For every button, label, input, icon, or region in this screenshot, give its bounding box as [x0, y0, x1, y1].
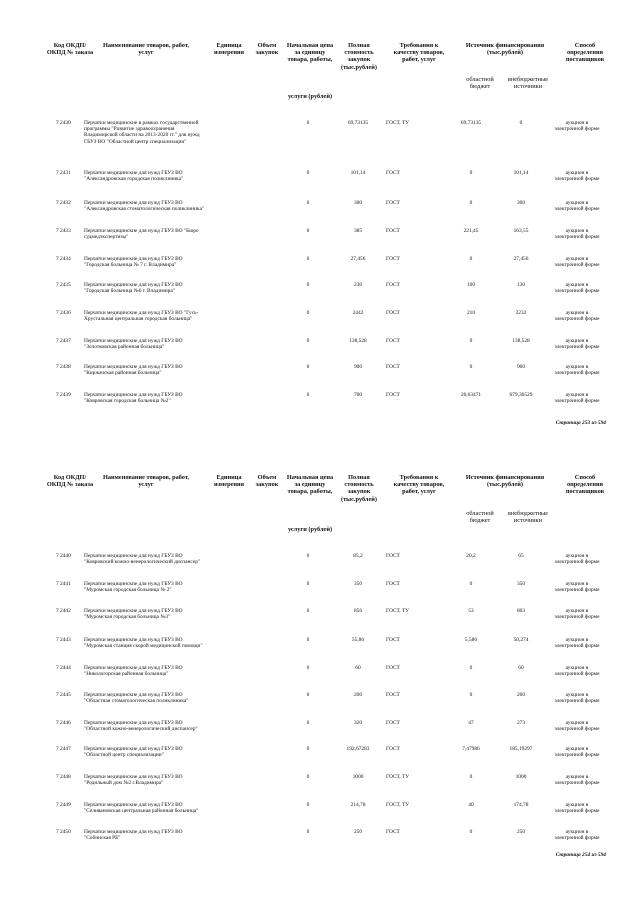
row-total: 55,86 [351, 637, 365, 643]
row-code: 7 2438 [56, 364, 71, 370]
row-total: 1000 [352, 774, 364, 780]
row-extrabudget: 250 [516, 829, 526, 835]
header-name: Наименование товаров, работ, услуг [102, 42, 190, 57]
row-requirements: ГОСТ [386, 581, 400, 587]
row-method: аукцион в электронной форме [554, 338, 600, 351]
row-start-price: 0 [306, 665, 310, 671]
header-start-price: Начальная цена за единицу товара, работы, [286, 42, 334, 64]
row-extrabudget: 163,55 [513, 228, 529, 234]
row-name: Перчатки медицинские для нужд ГБУЗ ВО "Золотковская районная больница" [84, 338, 183, 351]
row-extrabudget: 2232 [515, 310, 527, 316]
header-total: Полная стоимость закупок (тыс.рублей) [340, 42, 377, 71]
row-regional-budget: 0 [469, 581, 473, 587]
header-total: Полная стоимость закупок (тыс.рублей) [340, 474, 377, 503]
row-requirements: ГОСТ [386, 310, 400, 316]
row-regional-budget: 20,63471 [460, 392, 482, 398]
row-name: Перчатки медицинские для нужд ГБУЗ ВО "Городская больница № 7 г. Владимира" [84, 256, 183, 269]
row-extrabudget: 130 [516, 282, 526, 288]
row-extrabudget: 679,36529 [509, 392, 533, 398]
row-method: аукцион в электронной форме [554, 228, 600, 241]
row-regional-budget: 0 [469, 200, 473, 206]
row-extrabudget: 0 [519, 120, 523, 126]
row-requirements: ГОСТ [386, 637, 400, 643]
row-method: аукцион в электронной форме [554, 553, 600, 566]
row-regional-budget: 0 [469, 364, 473, 370]
row-name: Перчатки медицинские для нужд ГБУЗ ВО "Областная стоматологическая поликлиника" [84, 692, 189, 705]
row-start-price: 0 [306, 692, 310, 698]
row-requirements: ГОСТ [386, 692, 400, 698]
row-requirements: ГОСТ, ТУ [386, 774, 410, 780]
header-unit: Единица измерения [213, 42, 245, 57]
row-code: 7 2450 [56, 829, 71, 835]
row-start-price: 0 [306, 256, 310, 262]
row-regional-budget: 7,47986 [462, 746, 480, 752]
row-extrabudget: 101,14 [513, 170, 529, 176]
row-name: Перчатки медицинские для нужд ГБУЗ ВО "Гусь-Хрустальная центральная городская больница" [84, 310, 199, 323]
row-name: Перчатки медицинские для нужд ГБУЗ ВО "Муромская станция скорой медицинской помощи" [84, 637, 203, 650]
header-start-price: Начальная цена за единицу товара, работы, [286, 474, 334, 496]
header-method: Способ определения поставщиков [565, 42, 605, 64]
row-requirements: ГОСТ [386, 282, 400, 288]
page-footer: Страница 253 из 594 [555, 420, 606, 426]
row-code: 7 2439 [56, 392, 71, 398]
row-method: аукцион в электронной форме [554, 608, 600, 621]
header-start-price-unit: услуги (рублей) [287, 93, 333, 100]
row-method: аукцион в электронной форме [554, 746, 600, 759]
row-method: аукцион в электронной форме [554, 256, 600, 269]
row-start-price: 0 [306, 170, 310, 176]
header-extrabudget: внебюджетные источники [507, 510, 549, 525]
row-regional-budget: 100 [466, 282, 476, 288]
row-name: Перчатки медицинские для нужд ГБУЗ ВО "Селивановская центральная районная больница" [84, 802, 199, 815]
row-total: 2442 [352, 310, 364, 316]
row-regional-budget: 20,2 [466, 553, 476, 559]
row-extrabudget: 27,456 [513, 256, 529, 262]
row-code: 7 2448 [56, 774, 71, 780]
row-total: 200 [353, 692, 363, 698]
row-extrabudget: 185,19297 [509, 746, 533, 752]
row-name: Перчатки медицинские для нужд ГБУЗ ВО "Ковровский кожно-венерологический диспансер" [84, 553, 201, 566]
row-total: 138,528 [349, 338, 367, 344]
row-total: 856 [353, 608, 363, 614]
row-requirements: ГОСТ [386, 228, 400, 234]
row-code: 7 2433 [56, 228, 71, 234]
row-total: 900 [353, 364, 363, 370]
row-code: 7 2435 [56, 282, 71, 288]
row-name: Перчатки медицинские для нужд ГБУЗ ВО "Бюро судмедэкспертизы" [84, 228, 199, 241]
row-method: аукцион в электронной форме [554, 829, 600, 842]
row-requirements: ГОСТ [386, 364, 400, 370]
row-total: 85,2 [353, 553, 363, 559]
row-total: 69,73135 [347, 120, 369, 126]
row-code: 7 2432 [56, 200, 71, 206]
row-regional-budget: 53 [468, 608, 474, 614]
row-total: 214,78 [350, 802, 366, 808]
row-method: аукцион в электронной форме [554, 392, 600, 405]
header-requirements: Требования к качеству товаров, работ, услуг [393, 474, 445, 496]
header-start-price-unit: услуги (рублей) [287, 526, 333, 533]
row-name: Перчатки медицинские для нужд ГБУЗ ВО "Ковровская городская больница №2" [84, 392, 183, 405]
row-method: аукцион в электронной форме [554, 802, 600, 815]
row-code: 7 2440 [56, 553, 71, 559]
header-method: Способ определения поставщиков [565, 474, 605, 496]
row-method: аукцион в электронной форме [554, 774, 600, 787]
row-regional-budget: 0 [469, 256, 473, 262]
row-regional-budget: 221,45 [463, 228, 479, 234]
row-requirements: ГОСТ [386, 746, 400, 752]
row-total: 250 [353, 829, 363, 835]
row-start-price: 0 [306, 581, 310, 587]
row-method: аукцион в электронной форме [554, 200, 600, 213]
header-source: Источник финансирования (тыс.рублей) [465, 474, 545, 489]
row-name: Перчатки медицинские для нужд ГБУЗ ВО "Никологорская районная больница" [84, 665, 183, 678]
row-extrabudget: 273 [516, 720, 526, 726]
row-start-price: 0 [306, 720, 310, 726]
row-extrabudget: 803 [516, 608, 526, 614]
row-total: 27,456 [350, 256, 366, 262]
row-code: 7 2437 [56, 338, 71, 344]
row-extrabudget: 300 [516, 200, 526, 206]
header-unit: Единица измерения [213, 474, 245, 489]
row-method: аукцион в электронной форме [554, 310, 600, 323]
row-total: 385 [353, 228, 363, 234]
row-regional-budget: 69,73135 [460, 120, 482, 126]
row-total: 300 [353, 200, 363, 206]
row-name: Перчатки медицинские для нужд ГБУЗ ВО "Александровская городская поликлиника" [84, 170, 184, 183]
row-name: Перчатки медицинские для нужд ГБУЗ ВО "Родильный дом №2 г.Владимира" [84, 774, 183, 787]
row-start-price: 0 [306, 282, 310, 288]
row-code: 7 2431 [56, 170, 71, 176]
row-extrabudget: 900 [516, 364, 526, 370]
row-code: 7 2444 [56, 665, 71, 671]
row-regional-budget: 0 [469, 829, 473, 835]
row-requirements: ГОСТ [386, 553, 400, 559]
row-method: аукцион в электронной форме [554, 282, 600, 295]
row-regional-budget: 0 [469, 170, 473, 176]
row-total: 320 [353, 720, 363, 726]
row-total: 230 [353, 282, 363, 288]
row-total: 192,67283 [346, 746, 370, 752]
row-code: 7 2445 [56, 692, 71, 698]
row-name: Перчатки медицинские для нужд ГБУЗ ВО "Областной кожно-венерологический диспансер" [84, 720, 198, 733]
header-extrabudget: внебюджетные источники [507, 76, 549, 91]
header-regional: областной бюджет [466, 510, 494, 525]
header-volume: Объем закупок [255, 474, 279, 489]
row-total: 60 [355, 665, 361, 671]
row-name: Перчатки медицинские для нужд ГБУЗ ВО "Муромская городская больница № 2" [84, 581, 183, 594]
row-start-price: 0 [306, 200, 310, 206]
row-method: аукцион в электронной форме [554, 665, 600, 678]
row-start-price: 0 [306, 364, 310, 370]
row-regional-budget: 0 [469, 692, 473, 698]
row-regional-budget: 0 [469, 338, 473, 344]
row-requirements: ГОСТ [386, 256, 400, 262]
row-extrabudget: 50,274 [513, 637, 529, 643]
row-name: Перчатки медицинские для нужд ГБУЗ ВО "Областной центр специализации" [84, 746, 183, 759]
page-footer: Страница 254 из 594 [555, 852, 606, 858]
row-name: Перчатки медицинские для нужд ГБУЗ ВО "Собинская РБ" [84, 829, 183, 842]
row-requirements: ГОСТ [386, 392, 400, 398]
row-extrabudget: 1000 [515, 774, 527, 780]
row-extrabudget: 350 [516, 581, 526, 587]
row-start-price: 0 [306, 228, 310, 234]
row-total: 350 [353, 581, 363, 587]
row-start-price: 0 [306, 392, 310, 398]
row-requirements: ГОСТ [386, 665, 400, 671]
row-regional-budget: 47 [468, 720, 474, 726]
header-source: Источник финансирования (тыс.рублей) [465, 42, 545, 57]
row-regional-budget: 40 [468, 802, 474, 808]
page-2 [0, 450, 640, 905]
row-extrabudget: 65 [518, 553, 524, 559]
row-method: аукцион в электронной форме [554, 581, 600, 594]
row-total: 101,14 [350, 170, 366, 176]
row-start-price: 0 [306, 637, 310, 643]
row-start-price: 0 [306, 120, 310, 126]
row-regional-budget: 5,586 [464, 637, 478, 643]
row-start-price: 0 [306, 608, 310, 614]
row-code: 7 2449 [56, 802, 71, 808]
row-name: Перчатки медицинские для нужд ГБУЗ ВО "Киржачская районная больница" [84, 364, 183, 377]
row-start-price: 0 [306, 310, 310, 316]
row-requirements: ГОСТ, ТУ [386, 608, 410, 614]
row-code: 7 2442 [56, 608, 71, 614]
row-code: 7 2434 [56, 256, 71, 262]
row-requirements: ГОСТ, ТУ [386, 120, 410, 126]
row-code: 7 2430 [56, 120, 71, 126]
row-start-price: 0 [306, 746, 310, 752]
row-code: 7 2443 [56, 637, 71, 643]
row-total: 700 [353, 392, 363, 398]
row-method: аукцион в электронной форме [554, 720, 600, 733]
row-code: 7 2446 [56, 720, 71, 726]
row-code: 7 2447 [56, 746, 71, 752]
row-requirements: ГОСТ, ТУ [386, 802, 410, 808]
row-regional-budget: 210 [466, 310, 476, 316]
row-name: Перчатки медицинские для нужд ГБУЗ ВО "Муромская городская больница №3" [84, 608, 183, 621]
row-extrabudget: 60 [518, 665, 524, 671]
row-start-price: 0 [306, 338, 310, 344]
row-method: аукцион в электронной форме [554, 637, 600, 650]
row-code: 7 2436 [56, 310, 71, 316]
header-requirements: Требования к качеству товаров, работ, услуг [393, 42, 445, 64]
row-requirements: ГОСТ [386, 829, 400, 835]
row-name: Перчатки медицинские в рамках государственной программы "Развитие здравоохранения Владимирской области на 2013-2020 гг." для нужд ГБУЗ ВО "Областной центр специализации" [84, 120, 200, 145]
header-name: Наименование товаров, работ, услуг [102, 474, 190, 489]
row-method: аукцион в электронной форме [554, 364, 600, 377]
header-code: Код ОКДП/ ОКПД № заказа [46, 474, 94, 489]
row-requirements: ГОСТ [386, 720, 400, 726]
header-regional: областной бюджет [466, 76, 494, 91]
row-name: Перчатки медицинские для нужд ГБУЗ ВО "Александровская стоматологическая поликлиника" [84, 200, 205, 213]
row-name: Перчатки медицинские для нужд ГБУЗ ВО "Городская больница №6 г. Владимира" [84, 282, 183, 295]
row-regional-budget: 0 [469, 774, 473, 780]
row-start-price: 0 [306, 774, 310, 780]
row-start-price: 0 [306, 553, 310, 559]
row-code: 7 2441 [56, 581, 71, 587]
row-regional-budget: 0 [469, 665, 473, 671]
row-requirements: ГОСТ [386, 338, 400, 344]
row-extrabudget: 174,78 [513, 802, 529, 808]
row-start-price: 0 [306, 829, 310, 835]
row-requirements: ГОСТ [386, 200, 400, 206]
row-extrabudget: 138,528 [512, 338, 530, 344]
row-method: аукцион в электронной форме [554, 120, 600, 133]
row-start-price: 0 [306, 802, 310, 808]
header-volume: Объем закупок [255, 42, 279, 57]
row-extrabudget: 200 [516, 692, 526, 698]
header-code: Код ОКДП/ ОКПД № заказа [46, 42, 94, 57]
page-1 [0, 0, 640, 450]
row-method: аукцион в электронной форме [554, 170, 600, 183]
row-requirements: ГОСТ [386, 170, 400, 176]
row-method: аукцион в электронной форме [554, 692, 600, 705]
